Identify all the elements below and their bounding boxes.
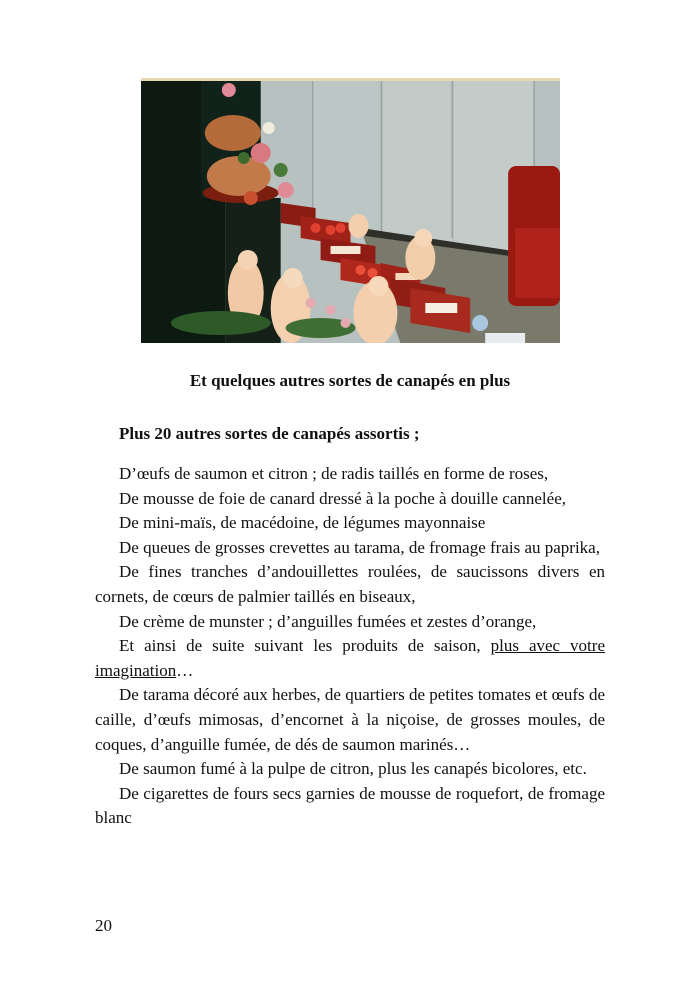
paragraph: De queues de grosses crevettes au tarama, de fromage frais au paprika,	[119, 537, 600, 557]
paragraph: D’œufs de saumon et citron ; de radis taillés en forme de roses,	[119, 464, 549, 483]
photo-illustration	[141, 78, 560, 343]
buffet-photo	[141, 78, 560, 343]
underlined-phrase: plus avec votre imagination	[95, 636, 605, 680]
paragraph	[95, 634, 605, 683]
paragraph: De saumon fumé à la pulpe de citron, plus les canapés bicolores, etc.	[119, 759, 587, 779]
photo-caption: Et quelques autres sortes de canapés en plus	[189, 371, 511, 390]
paragraph: De mini-maïs, de macédoine, de légumes mayonnaise	[119, 513, 486, 533]
paragraph: De tarama décoré aux herbes, de quartiers de petites tomates et œufs de caille, d’œufs mimosas, d’encornet à la niçoise, de grosses moules, de coques, d’anguille fumée, de dés de saumon marinés…	[95, 685, 605, 754]
paragraph: De crème de munster ; d’anguilles fumées et zestes d’orange,	[119, 611, 537, 631]
paragraph-text: Et ainsi de suite suivant les produits de saison,	[119, 636, 491, 656]
paragraph: De mousse de foie de canard dressé à la poche à douille cannelée,	[119, 488, 566, 508]
paragraph: De cigarettes de fours secs garnies de mousse de roquefort, de fromage blanc	[95, 783, 605, 828]
canape-list	[95, 462, 605, 831]
page-number: 20	[95, 916, 112, 935]
section-subheading: Plus 20 autres sortes de canapés assortis ;	[119, 424, 420, 443]
paragraph: De fines tranches d’andouillettes roulées, de saucissons divers en cornets, de cœurs de palmier taillés en biseaux,	[95, 562, 605, 606]
ellipsis: …	[176, 660, 194, 680]
